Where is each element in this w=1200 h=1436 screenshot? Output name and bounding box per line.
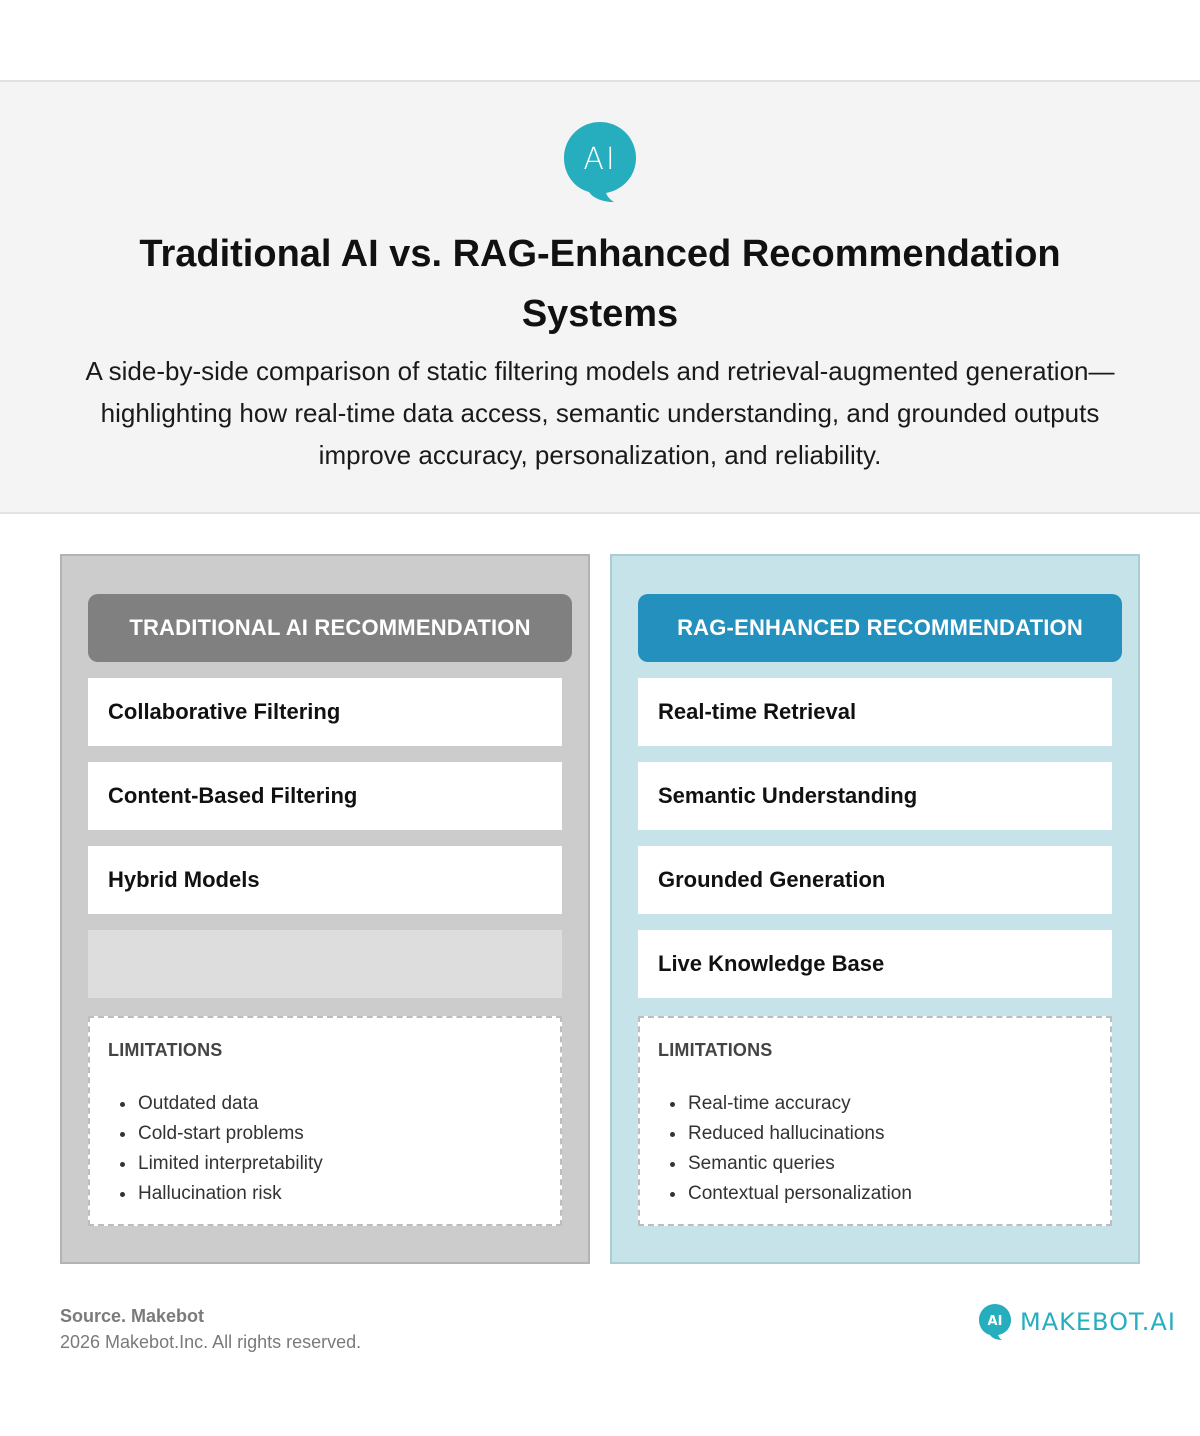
rag-enhanced-heading: RAG-ENHANCED RECOMMENDATION [638, 594, 1122, 662]
limitation-item: Contextual personalization [658, 1179, 1092, 1209]
rag-limitations-box [638, 1016, 1112, 1226]
limitations-list [658, 1089, 1092, 1209]
footer-copyright: 2026 Makebot.Inc. All rights reserved. [60, 1332, 362, 1352]
feature-grounded-generation: Grounded Generation [638, 846, 1112, 914]
traditional-ai-heading: TRADITIONAL AI RECOMMENDATION [88, 594, 572, 662]
feature-content-based-filtering: Content-Based Filtering [88, 762, 562, 830]
feature-collaborative-filtering: Collaborative Filtering [88, 678, 562, 746]
ai-chat-bubble-icon [562, 120, 638, 204]
limitation-item: Reduced hallucinations [658, 1119, 1092, 1149]
limitation-item: Limited interpretability [108, 1149, 542, 1179]
limitations-title: LIMITATIONS [658, 1040, 773, 1060]
rag-enhanced-panel [610, 554, 1140, 1264]
footer-source: Source. Makebot [60, 1306, 205, 1326]
logo-text: AI [583, 142, 617, 177]
traditional-limitations-box [88, 1016, 562, 1226]
feature-semantic-understanding: Semantic Understanding [638, 762, 1112, 830]
feature-live-knowledge-base: Live Knowledge Base [638, 930, 1112, 998]
limitations-list [108, 1089, 542, 1209]
limitation-item: Outdated data [108, 1089, 542, 1119]
feature-hybrid-models: Hybrid Models [88, 846, 562, 914]
feature-empty-slot [88, 930, 562, 998]
limitation-item: Real-time accuracy [658, 1089, 1092, 1119]
makebot-logo-icon [978, 1303, 1012, 1341]
traditional-ai-panel [60, 554, 590, 1264]
brand-name: MAKEBOT.AI [1020, 1308, 1176, 1336]
limitation-item: Hallucination risk [108, 1179, 542, 1209]
page-subtitle: A side-by-side comparison of static filtering models and retrieval-augmented generation—highlighting how real-time data access, semantic understanding, and grounded outputs improve accuracy, personalization, and reliability. [85, 356, 1115, 470]
brand-icon-text: AI [987, 1314, 1003, 1329]
limitations-title: LIMITATIONS [108, 1040, 223, 1060]
limitation-item: Cold-start problems [108, 1119, 542, 1149]
limitation-item: Semantic queries [658, 1149, 1092, 1179]
page-title: Traditional AI vs. RAG-Enhanced Recommendation Systems [139, 233, 1061, 335]
brand-logo[interactable] [978, 1302, 1176, 1342]
header-section [0, 80, 1200, 514]
feature-real-time-retrieval: Real-time Retrieval [638, 678, 1112, 746]
